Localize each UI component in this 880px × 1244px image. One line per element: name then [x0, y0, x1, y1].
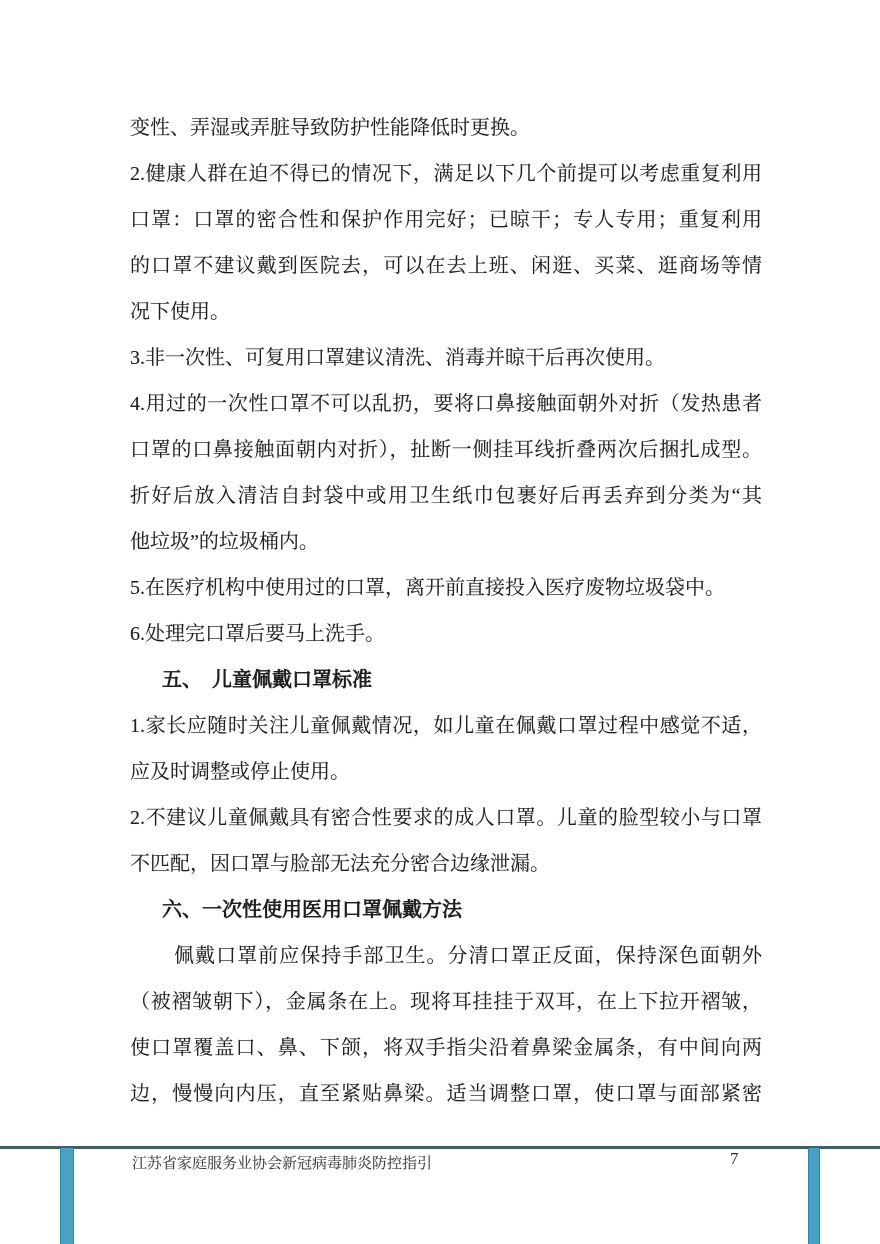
body-line: 2.不建议儿童佩戴具有密合性要求的成人口罩。儿童的脸型较小与口罩: [130, 807, 762, 829]
body-line: 1.家长应随时关注儿童佩戴情况，如儿童在佩戴口罩过程中感觉不适，: [130, 715, 762, 737]
body-line: 况下使用。: [130, 301, 230, 323]
body-line: 他垃圾”的垃圾桶内。: [130, 531, 319, 553]
body-line: 应及时调整或停止使用。: [130, 761, 350, 783]
footer-rule: [0, 1146, 880, 1149]
body-line: 不匹配，因口罩与脸部无法充分密合边缘泄漏。: [130, 853, 550, 875]
section-heading-6: 六、一次性使用医用口罩佩戴方法: [162, 899, 462, 921]
right-accent-bar: [808, 1148, 820, 1244]
body-line: 变性、弄湿或弄脏导致防护性能降低时更换。: [130, 117, 530, 139]
body-line: 6.处理完口罩后要马上洗手。: [130, 623, 385, 645]
body-text-column: [130, 105, 762, 1117]
body-line: 边，慢慢向内压，直至紧贴鼻梁。适当调整口罩，使口罩与面部紧密: [130, 1083, 762, 1105]
body-line: 口罩：口罩的密合性和保护作用完好；已晾干；专人专用；重复利用: [130, 209, 762, 231]
body-line: 4.用过的一次性口罩不可以乱扔，要将口鼻接触面朝外对折（发热患者: [130, 393, 762, 415]
body-line: 5.在医疗机构中使用过的口罩，离开前直接投入医疗废物垃圾袋中。: [130, 577, 725, 599]
page-number: 7: [730, 1149, 739, 1168]
body-line: 3.非一次性、可复用口罩建议清洗、消毒并晾干后再次使用。: [130, 347, 665, 369]
body-line: 的口罩不建议戴到医院去，可以在去上班、闲逛、买菜、逛商场等情: [130, 255, 762, 277]
body-line: 佩戴口罩前应保持手部卫生。分清口罩正反面，保持深色面朝外: [174, 945, 762, 967]
body-line: （被褶皱朝下），金属条在上。现将耳挂挂于双耳，在上下拉开褶皱，: [130, 991, 762, 1013]
body-line: 2.健康人群在迫不得已的情况下，满足以下几个前提可以考虑重复利用: [130, 163, 762, 185]
body-line: 折好后放入清洁自封袋中或用卫生纸巾包裹好后再丢弃到分类为“其: [130, 485, 762, 507]
left-accent-bar: [60, 1148, 74, 1244]
body-line: 使口罩覆盖口、鼻、下颌，将双手指尖沿着鼻梁金属条，有中间向两: [130, 1037, 762, 1059]
section-heading-5: 五、 儿童佩戴口罩标准: [162, 669, 372, 691]
body-line: 口罩的口鼻接触面朝内对折），扯断一侧挂耳线折叠两次后捆扎成型。: [130, 439, 762, 461]
footer-title: 江苏省家庭服务业协会新冠病毒肺炎防控指引: [132, 1156, 433, 1172]
